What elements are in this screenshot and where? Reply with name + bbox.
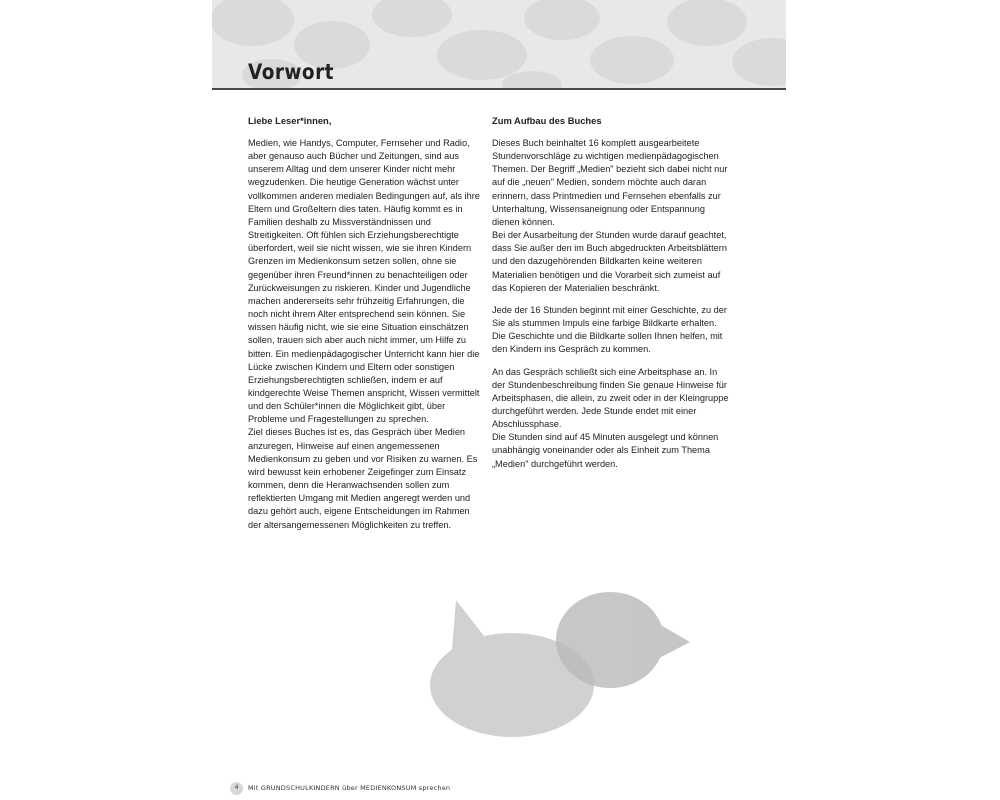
right-paragraph-3: Jede der 16 Stunden beginnt mit einer Geschichte, zu der Sie als stummen Impuls eine farbige Bildkarte erhalten. Die Geschichte und die Bildkarte sollen Ihnen helfen, mit den Kindern ins Gespräch zu kommen. bbox=[492, 304, 727, 355]
footer-book-title: Mit GRUNDSCHULKINDERN über MEDIENKONSUM sprechen bbox=[248, 784, 451, 792]
page-number: 4 bbox=[230, 782, 243, 795]
left-paragraph-1: Medien, wie Handys, Computer, Fernseher und Radio, aber genauso auch Bücher und Zeitungen, sind aus unserem Alltag und dem unserer Kinder nicht mehr wegzudenken. Die heutige Generation wächst unter vollkommen anderen medialen Bedingungen auf, als ihre Eltern und Großeltern dies taten. Häufig kommt es in Familien deshalb zu Missverständnissen und Streitigkeiten. Oft fühlen sich Erziehungsberechtigte überfordert, weil sie nicht wissen, wie sie ihren Kindern Grenzen im Medienkonsum setzen sollen, ohne sie gegenüber ihren Freund*innen zu benachteiligen oder Zurückweisungen zu riskieren. Kinder und Jugendliche machen andererseits sehr frühzeitig Erfahrungen, die noch nicht ihrem Alter entsprechend sein können. Sie wissen häufig nicht, wie sie eine Situation einschätzen sollen, trauen sich aber auch nicht immer, um Hilfe zu bitten. Ein medienpädagogischer Unterricht kann hier die Lücke zwischen Kindern und Eltern oder sonstigen Erziehungsberechtigten schließen, indem er auf kindgerechte Weise Themen anspricht, Wissen vermittelt und den Schüler*innen die Möglichkeit gibt, über Probleme und Fragestellungen zu sprechen. bbox=[248, 138, 480, 425]
right-paragraph-1: Dieses Buch beinhaltet 16 komplett ausgearbeitete Stundenvorschläge zu wichtigen medienpädagogischen Themen. Der Begriff „Medien" bezieht sich dabei nicht nur auf die „neuen" Medien, sondern möchte auch daran erinnern, dass Printmedien und Fernsehen ebenfalls zur Unterhaltung, Wissensaneignung oder Entspannung dienen können. bbox=[492, 138, 728, 227]
speech-bubble-right-tail bbox=[652, 620, 690, 662]
page-title: Vorwort bbox=[248, 60, 334, 84]
left-column bbox=[248, 114, 480, 541]
left-column-heading: Liebe Leser*innen, bbox=[248, 115, 332, 126]
left-paragraph-2: Ziel dieses Buches ist es, das Gespräch über Medien anzuregen, Hinweise auf einen angemessenen Medienkonsum zu geben und vor Risiken zu warnen. Es wird bewusst kein erhobener Zeigefinger zum Einsatz kommen, denn die Heranwachsenden sollen zum reflektierten Umgang mit Medien angeregt werden und dazu gehört auch, eigene Entscheidungen im Rahmen der altersangemessenen Möglichkeiten zu treffen. bbox=[248, 427, 478, 530]
speech-bubbles-illustration bbox=[212, 560, 786, 760]
right-paragraph-2: Bei der Ausarbeitung der Stunden wurde darauf geachtet, dass Sie außer den im Buch abgedruckten Arbeitsblättern und den dazugehörenden Bildkarten keine weiteren Materialien benötigen und die Vorarbeit sich zumeist auf das Kopieren der Materialien beschränkt. bbox=[492, 230, 727, 293]
header-divider bbox=[212, 88, 786, 90]
right-column bbox=[492, 114, 732, 480]
right-column-heading: Zum Aufbau des Buches bbox=[492, 115, 602, 126]
right-paragraph-5: Die Stunden sind auf 45 Minuten ausgelegt und können unabhängig voneinander oder als Einheit zum Thema „Medien" durchgeführt werden. bbox=[492, 432, 719, 469]
book-page bbox=[212, 0, 786, 800]
speech-bubble-right-body bbox=[556, 592, 664, 688]
header-band bbox=[212, 0, 786, 90]
page-footer bbox=[230, 781, 450, 795]
right-paragraph-4: An das Gespräch schließt sich eine Arbeitsphase an. In der Stundenbeschreibung finden Sie genaue Hinweise für Arbeitsphasen, die allein, zu zweit oder in der Kleingruppe durchgeführt werden. Jede Stunde endet mit einer Abschlussphase. bbox=[492, 366, 729, 430]
